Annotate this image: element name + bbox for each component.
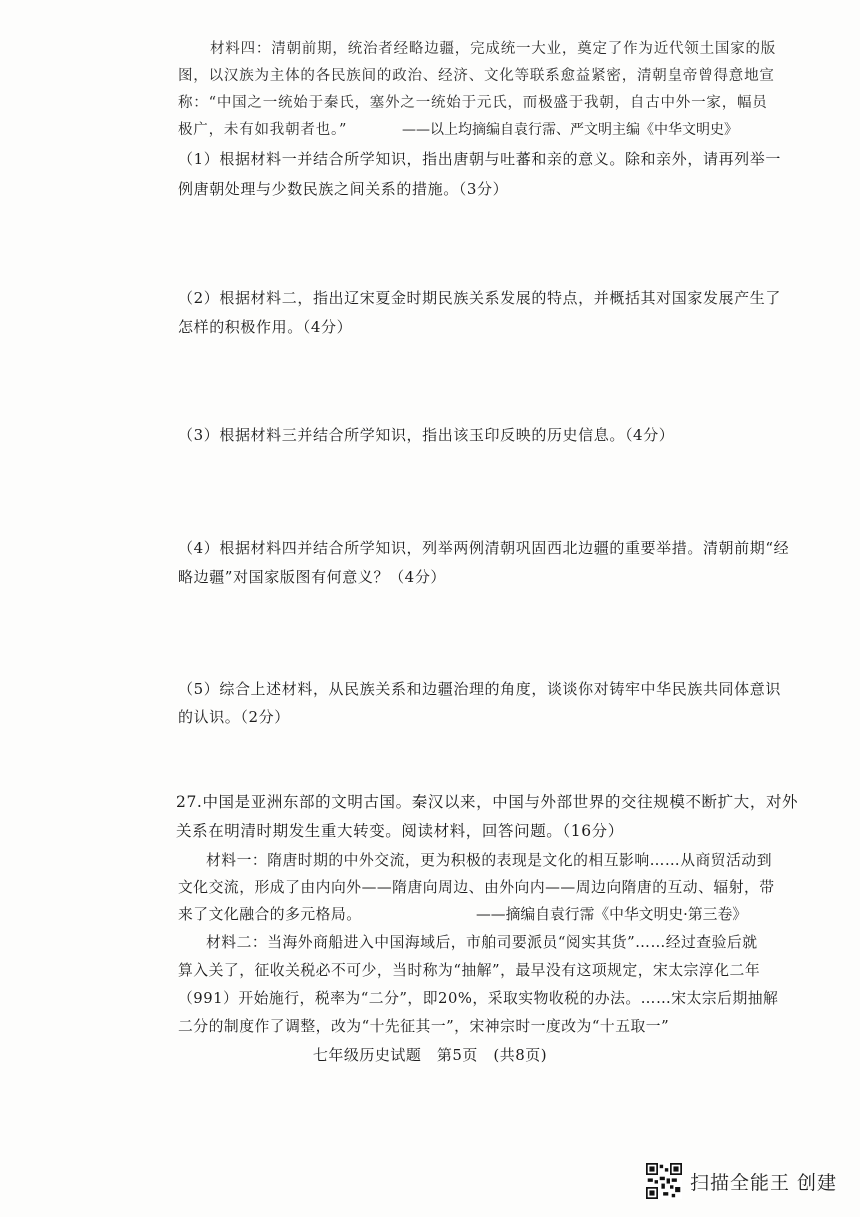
material4-source: ——以上均摘编自袁行霈、严文明主编《中华文明史》 — [402, 122, 738, 138]
question-3-line-1: （3）根据材料三并结合所学知识，指出该玉印反映的历史信息。（4分） — [178, 426, 675, 444]
material4-line-3: 称：“中国之一统始于秦氏，塞外之一统始于元氏，而极盛于我朝，自古中外一家，幅员 — [178, 95, 768, 111]
q27-material2-line-2: 算入关了，征收关税必不可少，当时称为“抽解”，最早没有这项规定，宋太宗淳化二年 — [178, 962, 761, 979]
question-5-line-1: （5）综合上述材料，从民族关系和边疆治理的角度，谈谈你对铸牢中华民族共同体意识 — [178, 680, 781, 698]
q27-material1-line-1: 材料一：隋唐时期的中外交流，更为积极的表现是文化的相互影响……从商贸活动到 — [206, 852, 772, 869]
material4-line-4: 极广，未有如我朝者也。” — [178, 122, 348, 138]
material4-line-2: 图，以汉族为主体的各民族间的政治、经济、文化等联系愈益紧密，清朝皇帝曾得意地宣 — [178, 68, 775, 84]
question-4-line-2: 略边疆”对国家版图有何意义？（4分） — [178, 568, 447, 586]
q27-material1-line-2: 文化交流，形成了由内向外——隋唐向周边、由外向内——周边向隋唐的互动、辐射，带 — [178, 879, 775, 896]
scanner-watermark — [644, 1163, 844, 1199]
question-1-line-1: （1）根据材料一并结合所学知识，指出唐朝与吐蕃和亲的意义。除和亲外，请再列举一 — [178, 150, 781, 168]
q27-material1-source: ——摘编自袁行霈《中华文明史·第三卷》 — [476, 906, 748, 923]
question-2-line-1: （2）根据材料二，指出辽宋夏金时期民族关系发展的特点，并概括其对国家发展产生了 — [178, 289, 781, 307]
question-5-line-2: 的认识。（2分） — [178, 708, 290, 726]
watermark-text: 扫描全能王 创建 — [690, 1171, 838, 1194]
question-2-line-2: 怎样的积极作用。（4分） — [178, 318, 353, 336]
page-footer: 七年级历史试题 第5页 (共8页) — [312, 1046, 548, 1064]
q27-material2-line-4: 二分的制度作了调整，改为“十先征其一”，宋神宗时一度改为“十五取一” — [178, 1018, 670, 1035]
q27-material2-line-3: （991）开始施行，税率为“二分”，即20%，采取实物收税的办法。……宋太宗后期抽解 — [178, 990, 779, 1007]
qr-code-icon — [644, 1163, 684, 1199]
question-4-line-1: （4）根据材料四并结合所学知识，列举两例清朝巩固西北边疆的重要举措。清朝前期“经 — [178, 539, 790, 557]
question-1-line-2: 例唐朝处理与少数民族之间关系的措施。（3分） — [178, 180, 509, 198]
q27-intro-line-1: 27.中国是亚洲东部的文明古国。秦汉以来，中国与外部世界的交往规模不断扩大，对外 — [176, 793, 799, 811]
q27-material2-line-1: 材料二：当海外商船进入中国海域后，市舶司要派员“阅实其货”……经过查验后就 — [206, 934, 758, 951]
q27-intro-line-2: 关系在明清时期发生重大转变。阅读材料，回答问题。（16分） — [176, 822, 624, 840]
q27-material1-line-3: 来了文化融合的多元格局。 — [178, 906, 362, 923]
material4-line-1: 材料四：清朝前期，统治者经略边疆，完成统一大业，奠定了作为近代领土国家的版 — [210, 41, 777, 57]
